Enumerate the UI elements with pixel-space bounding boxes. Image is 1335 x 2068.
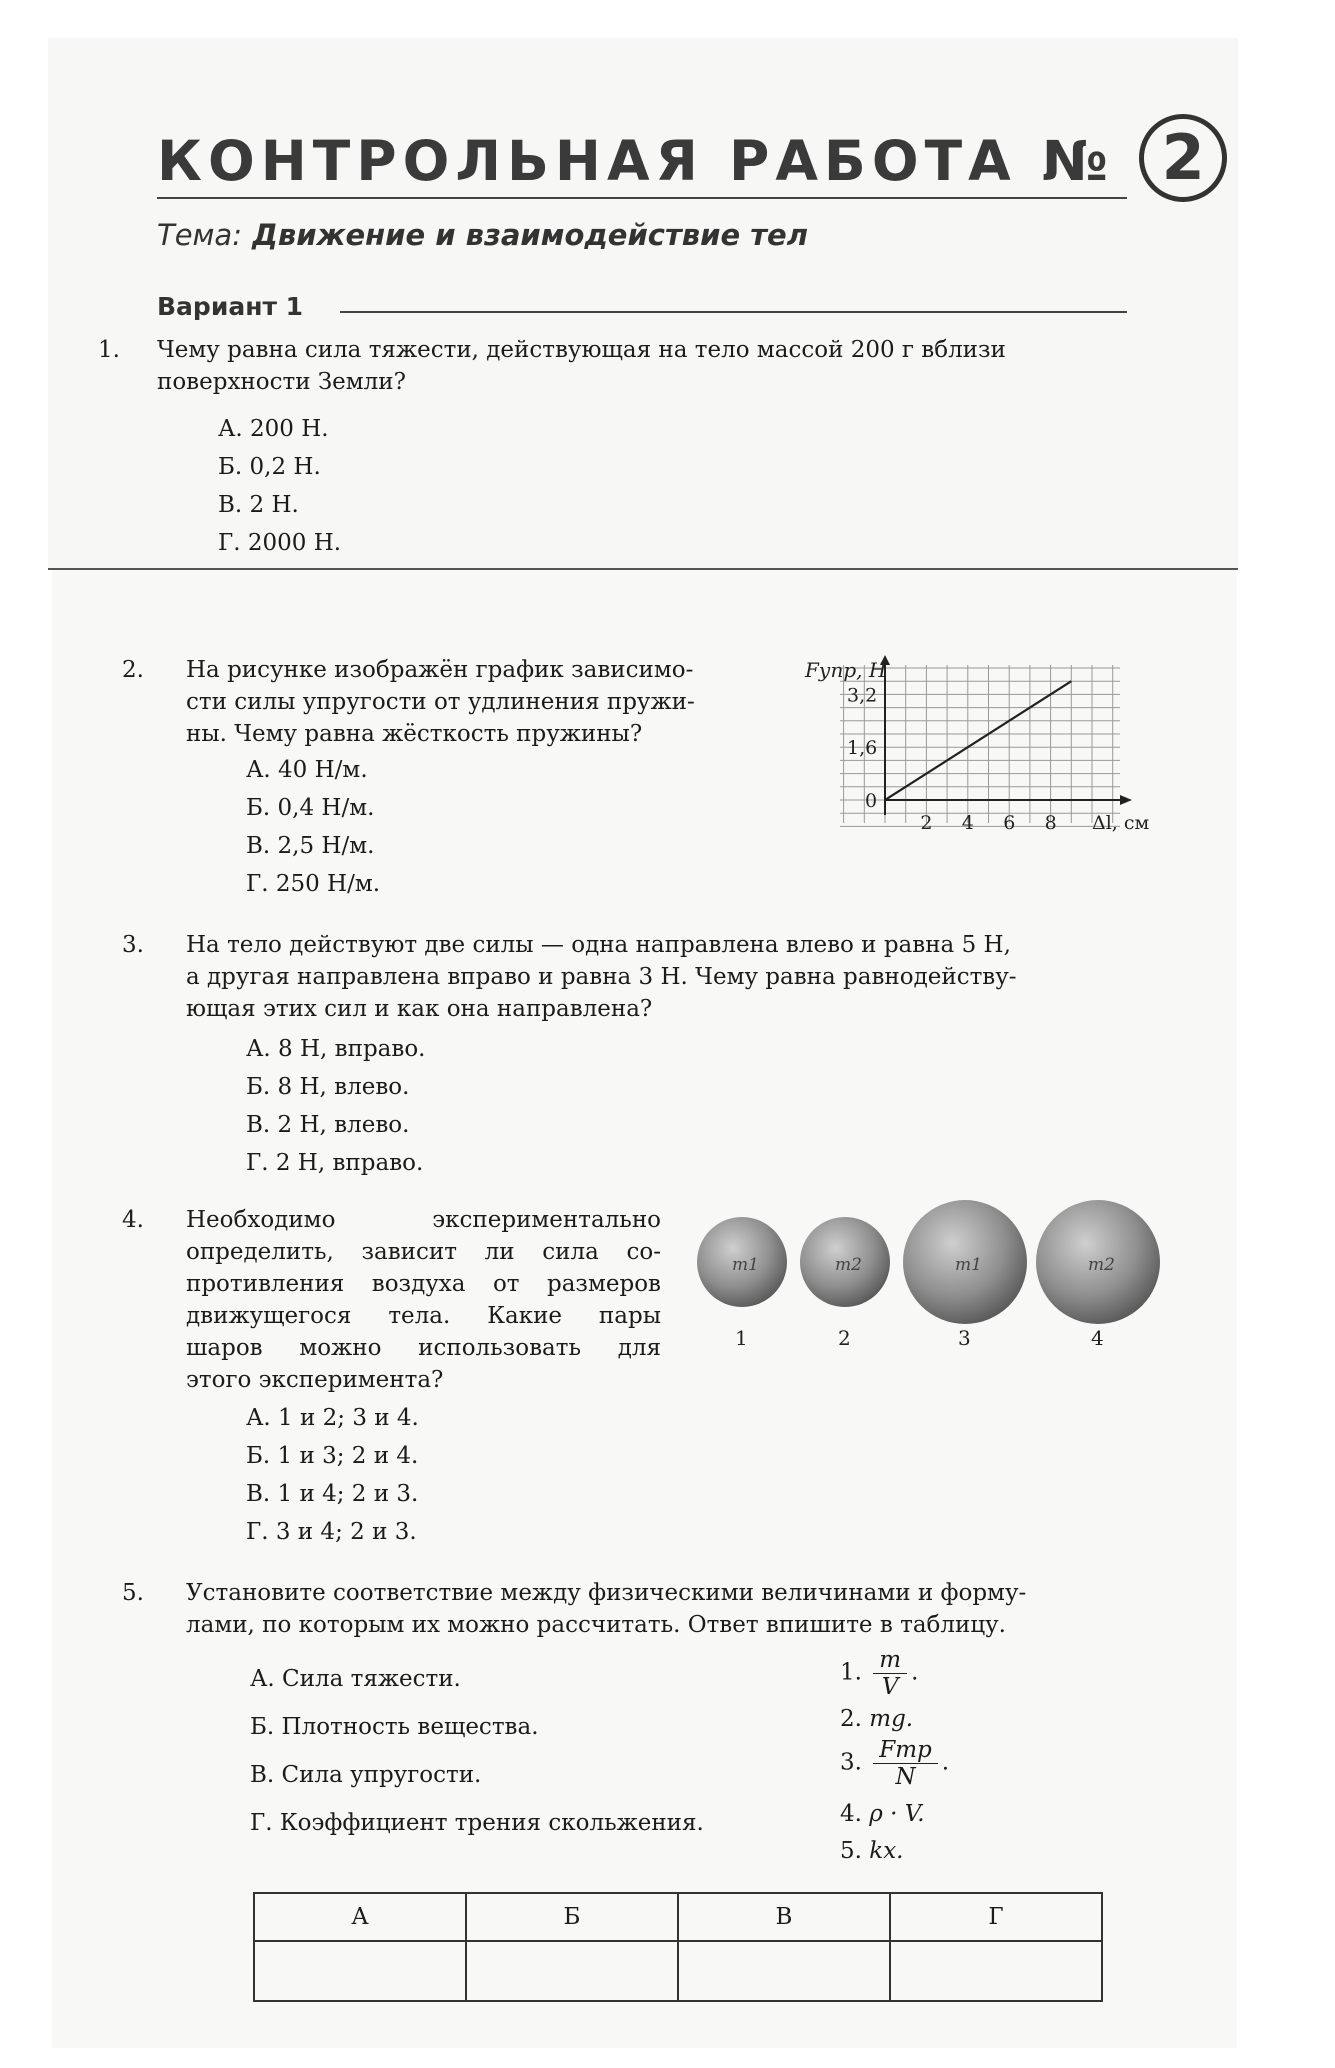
q4-text [186, 1204, 661, 1396]
formula-5 [840, 1838, 904, 1864]
q1-number: 1. [98, 337, 120, 363]
balls-figure [695, 1200, 1175, 1350]
page-title [157, 121, 1227, 202]
formula-text: mg. [869, 1706, 914, 1732]
ball-number-label: 4 [1091, 1326, 1104, 1350]
answer-table-header: Г [890, 1893, 1102, 1941]
y-tick-label: 0 [865, 790, 878, 812]
q3-option[interactable]: А. 8 Н, вправо. [246, 1036, 426, 1062]
variant-label: Вариант 1 [157, 292, 304, 321]
q2-line: сти силы упругости от удлинения пружи- [186, 689, 695, 715]
q3-options [246, 1030, 426, 1182]
q4-option[interactable]: Г. 3 и 4; 2 и 3. [246, 1519, 417, 1545]
formula-3: 3. $\frac{\text{Fтр}}{N}$ . [840, 1737, 950, 1790]
answer-cell[interactable] [254, 1941, 466, 2001]
q3-number: 3. [122, 932, 144, 958]
answer-cell[interactable] [466, 1941, 678, 2001]
variant-name-line [340, 311, 1127, 313]
q5-line: Установите соответствие между физическими величинами и форму- [186, 1580, 1027, 1606]
q5-line: лами, по которым их можно рассчитать. Ответ впишите в таблицу. [186, 1612, 1006, 1638]
formula-num: 1. [840, 1659, 862, 1686]
spring-force-chart [800, 655, 1170, 850]
q4-options [246, 1399, 419, 1551]
fraction-m-over-V: $\frac{m}{V}$ [873, 1647, 907, 1700]
x-axis-label: Δl, см [1092, 812, 1150, 834]
q1-options [218, 410, 341, 562]
q2-text [186, 654, 766, 750]
q5-quantity: А. Сила тяжести. [250, 1666, 461, 1692]
formula-text: ρ · V. [869, 1801, 925, 1827]
ball-mass-label: m2 [1088, 1255, 1115, 1275]
formula-num: 5. [840, 1838, 862, 1864]
q4-option[interactable]: Б. 1 и 3; 2 и 4. [246, 1443, 419, 1469]
q5-text [186, 1577, 1156, 1641]
ball-mass-label: m2 [835, 1255, 862, 1275]
q4-line: движущегося тела. Какие пары [186, 1303, 661, 1329]
answer-table [253, 1892, 1103, 2002]
q4-option[interactable]: А. 1 и 2; 3 и 4. [246, 1405, 419, 1431]
q1-option[interactable]: В. 2 Н. [218, 492, 299, 518]
answer-table-header: В [678, 1893, 890, 1941]
q2-line: На рисунке изображён график зависимо- [186, 657, 694, 683]
q3-text [186, 929, 1156, 1025]
q1-option[interactable]: Г. 2000 Н. [218, 530, 342, 556]
ball-number-label: 3 [958, 1326, 971, 1350]
q1-text [157, 334, 1127, 398]
ball-number-label: 1 [735, 1326, 748, 1350]
q4-line: шаров можно использовать для [186, 1335, 661, 1361]
q3-line: а другая направлена вправо и равна 3 Н. Чему равна равнодейству- [186, 964, 1017, 990]
q3-line: ющая этих сил и как она направлена? [186, 996, 653, 1022]
x-tick-label: 6 [1003, 812, 1016, 834]
chart-grid [840, 665, 1120, 826]
q4-line: определить, зависит ли сила со- [186, 1239, 661, 1265]
q1-option[interactable]: Б. 0,2 Н. [218, 454, 321, 480]
page-title-text: КОНТРОЛЬНАЯ РАБОТА № [157, 129, 1114, 194]
formula-2 [840, 1706, 913, 1732]
q4-line: Необходимо экспериментально [186, 1207, 661, 1233]
q4-number: 4. [122, 1207, 144, 1233]
x-axis-arrow [1120, 795, 1132, 805]
q5-quantities [250, 1655, 704, 1847]
q5-quantity: В. Сила упругости. [250, 1762, 482, 1788]
answer-table-header: Б [466, 1893, 678, 1941]
ball-mass-label: m1 [732, 1255, 759, 1275]
q2-options [246, 751, 380, 903]
formula-num: 2. [840, 1706, 862, 1732]
q2-option[interactable]: А. 40 Н/м. [246, 757, 368, 783]
answer-cell[interactable] [678, 1941, 890, 2001]
topic-label: Тема: [157, 218, 242, 252]
q2-number: 2. [122, 657, 144, 683]
work-number-circle: 2 [1139, 114, 1227, 202]
series-line [885, 681, 1071, 800]
topic-text: Движение и взаимодействие тел [252, 218, 808, 252]
q2-line: ны. Чему равна жёсткость пружины? [186, 721, 643, 747]
y-tick-label: 1,6 [847, 737, 878, 760]
q3-option[interactable]: Б. 8 Н, влево. [246, 1074, 410, 1100]
topic [157, 218, 808, 252]
q2-option[interactable]: Б. 0,4 Н/м. [246, 795, 375, 821]
fraction-Ftr-over-N: $\frac{\text{Fтр}}{N}$ [873, 1737, 938, 1790]
formula-1: 1. $\frac{m}{V}$ . [840, 1647, 919, 1700]
x-tick-label: 2 [920, 812, 933, 834]
title-underline [157, 197, 1127, 199]
q4-line: противления воздуха от размеров [186, 1271, 661, 1297]
formula-num: 3. [840, 1749, 862, 1776]
ball-number-label: 2 [838, 1326, 851, 1350]
q2-option[interactable]: В. 2,5 Н/м. [246, 833, 375, 859]
q1-option[interactable]: А. 200 Н. [218, 416, 329, 442]
q3-option[interactable]: Г. 2 Н, вправо. [246, 1150, 424, 1176]
q5-quantity: Б. Плотность вещества. [250, 1714, 539, 1740]
y-tick-label: 3,2 [847, 684, 878, 707]
formula-4 [840, 1801, 925, 1827]
q4-option[interactable]: В. 1 и 4; 2 и 3. [246, 1481, 419, 1507]
q2-option[interactable]: Г. 250 Н/м. [246, 871, 381, 897]
y-axis-label: Fупр, Н [805, 658, 887, 682]
q1-line: Чему равна сила тяжести, действующая на тело массой 200 г вблизи [157, 337, 1006, 363]
answer-table-header: А [254, 1893, 466, 1941]
q3-option[interactable]: В. 2 Н, влево. [246, 1112, 410, 1138]
q5-quantity: Г. Коэффициент трения скольжения. [250, 1810, 704, 1836]
formula-text: kx. [869, 1838, 904, 1864]
q5-number: 5. [122, 1580, 144, 1606]
x-tick-label: 4 [961, 812, 974, 834]
formula-num: 4. [840, 1801, 862, 1827]
q3-line: На тело действуют две силы — одна направлена влево и равна 5 Н, [186, 932, 1011, 958]
answer-cell[interactable] [890, 1941, 1102, 2001]
x-tick-label: 8 [1044, 812, 1057, 834]
q4-line: этого эксперимента? [186, 1367, 444, 1393]
q1-line: поверхности Земли? [157, 369, 406, 395]
ball-mass-label: m1 [955, 1255, 982, 1275]
